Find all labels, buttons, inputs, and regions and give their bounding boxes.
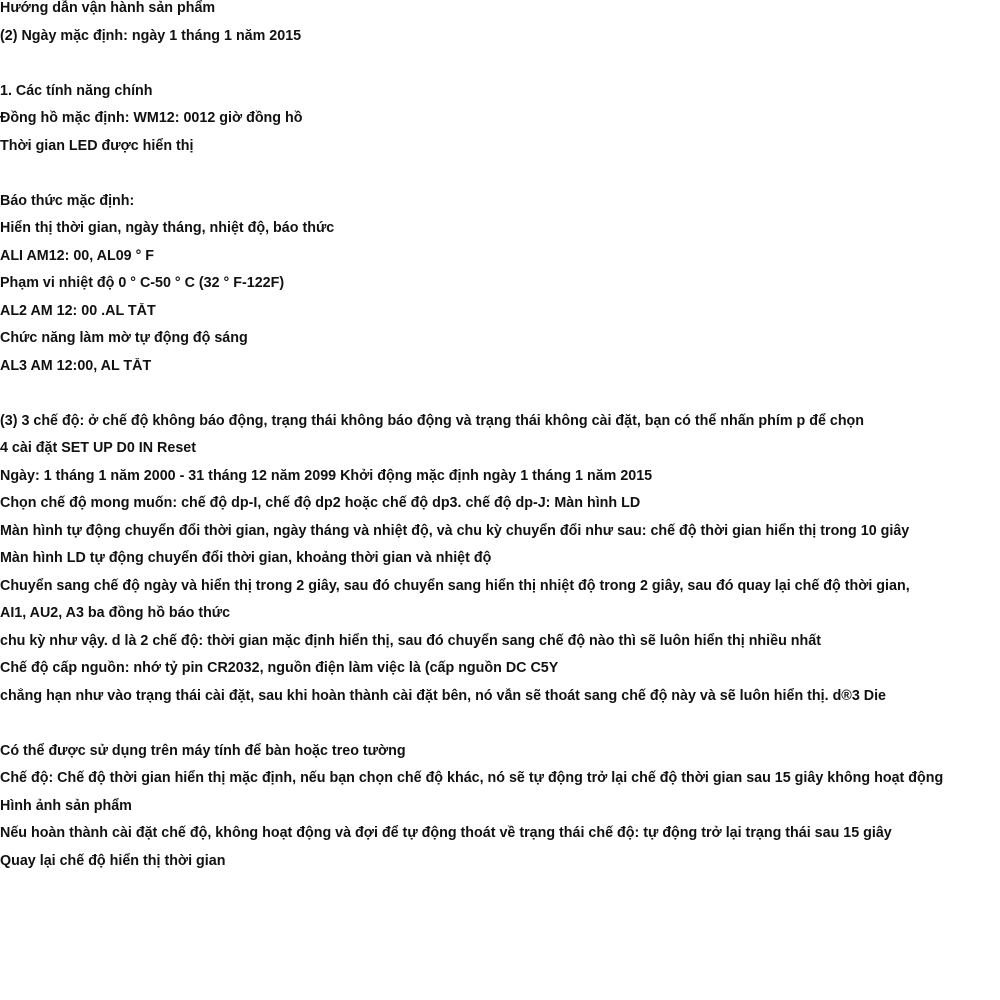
doc-line: Chức năng làm mờ tự động độ sáng: [0, 330, 248, 346]
doc-line: AI1, AU2, A3 ba đồng hồ báo thức: [0, 605, 231, 621]
doc-line: Quay lại chế độ hiển thị thời gian: [0, 852, 226, 869]
doc-line: (2) Ngày mặc định: ngày 1 tháng 1 năm 2015: [0, 27, 302, 44]
doc-line: Hiển thị thời gian, ngày tháng, nhiệt độ, báo thức: [0, 220, 335, 236]
doc-line: Thời gian LED được hiển thị: [0, 137, 194, 154]
doc-line: ALI AM12: 00, AL09 ° F: [0, 247, 155, 264]
doc-blank-line: [0, 165, 1000, 193]
doc-line: chu kỳ như vậy. d là 2 chế độ: thời gian mặc định hiển thị, sau đó chuyển sang chế độ nào thì sẽ luôn hiển thị nhiều nhất: [0, 632, 821, 649]
doc-line-title: Hướng dẫn vận hành sản phẩm: [0, 0, 216, 16]
doc-line: Hình ảnh sản phẩm: [0, 797, 132, 814]
doc-line: Chế độ: Chế độ thời gian hiển thị mặc định, nếu bạn chọn chế độ khác, nó sẽ tự động trở lại chế độ thời gian sau 15 giây không hoạt động: [0, 770, 944, 786]
doc-line: Ngày: 1 tháng 1 năm 2000 - 31 tháng 12 năm 2099 Khởi động mặc định ngày 1 tháng 1 năm 2015: [0, 467, 653, 484]
doc-line: Có thể được sử dụng trên máy tính để bàn hoặc treo tường: [0, 742, 406, 759]
doc-line: Phạm vi nhiệt độ 0 ° C-50 ° C (32 ° F-122F): [0, 275, 285, 291]
doc-line: Nếu hoàn thành cài đặt chế độ, không hoạt động và đợi để tự động thoát về trạng thái chế độ: tự động trở lại trạng thái sau 15 giây: [0, 825, 892, 841]
doc-blank-line: [0, 715, 1000, 743]
doc-line: AL2 AM 12: 00 .AL TẮT: [0, 302, 156, 319]
doc-line: Chế độ cấp nguồn: nhớ tỷ pin CR2032, nguồn điện làm việc là (cấp nguồn DC C5Y: [0, 660, 559, 676]
doc-line: Màn hình tự động chuyển đổi thời gian, ngày tháng và nhiệt độ, và chu kỳ chuyển đổi như sau: chế độ thời gian hiển thị trong 10 giây: [0, 522, 910, 539]
doc-line: Chọn chế độ mong muốn: chế độ dp-I, chế độ dp2 hoặc chế độ dp3. chế độ dp-J: Màn hình LD: [0, 495, 641, 511]
doc-line: (3) 3 chế độ: ở chế độ không báo động, trạng thái không báo động và trạng thái không cài đặt, bạn có thể nhấn phím p để chọn: [0, 412, 865, 429]
doc-line: Báo thức mặc định:: [0, 192, 135, 209]
doc-blank-line: [0, 55, 1000, 83]
doc-blank-line: [0, 385, 1000, 413]
doc-line: 4 cài đặt SET UP D0 IN Reset: [0, 440, 196, 456]
doc-section-heading: 1. Các tính năng chính: [0, 82, 153, 99]
doc-line: chẳng hạn như vào trạng thái cài đặt, sau khi hoàn thành cài đặt bên, nó vẫn sẽ thoát sang chế độ này và sẽ luôn hiển thị. d®3 Die: [0, 687, 887, 704]
doc-line: Chuyển sang chế độ ngày và hiển thị trong 2 giây, sau đó chuyển sang hiển thị nhiệt độ trong 2 giây, sau đó quay lại chế độ thời gian,: [0, 577, 910, 594]
doc-line: Đồng hồ mặc định: WM12: 0012 giờ đồng hồ: [0, 110, 303, 126]
doc-line: AL3 AM 12:00, AL TẮT: [0, 357, 152, 374]
doc-line: Màn hình LD tự động chuyển đổi thời gian, khoảng thời gian và nhiệt độ: [0, 550, 492, 566]
